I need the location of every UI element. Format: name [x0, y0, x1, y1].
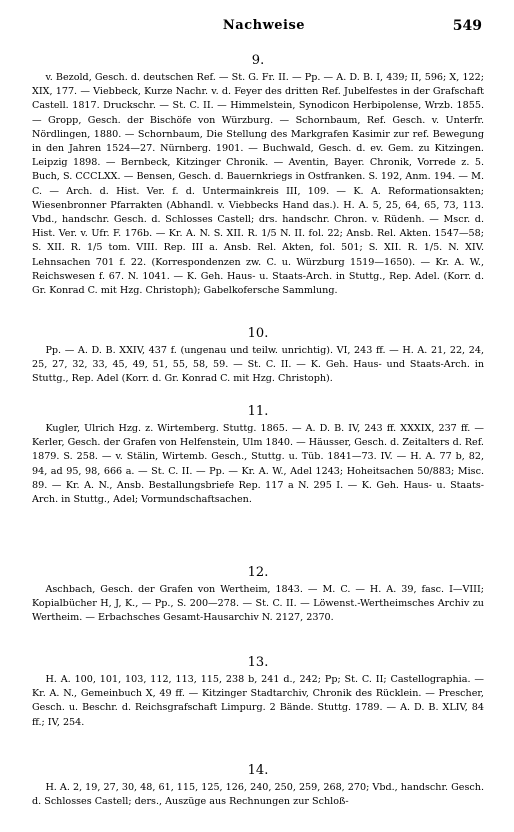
section-9 [32, 54, 484, 298]
section-number: 12. [247, 565, 269, 580]
section-text: H. A. 2, 19, 27, 30, 48, 61, 115, 125, 126, 240, 250, 259, 268, 270; Vbd., handschr. Gesch. d. Schlosses Castell; ders., Auszüge aus Rechnungen zur Schloß- [32, 782, 484, 808]
header-title: Nachweise [222, 18, 306, 33]
section-text: H. A. 100, 101, 103, 112, 113, 115, 238 b, 241 d., 242; Pp; St. C. II; Castellographia. — Kr. A. N., Gemeinbuch X, 49 ff. — Kitzinger Stadtarchiv, Chronik des Rücklein. — Prescher, Gesch. u. Beschr. d. Reichsgrafschaft Limpurg. 2 Bände. Stuttg. 1789. — A. D. B. XLIV, 84 ff.; IV, 254. [32, 674, 484, 728]
section-number: 10. [247, 326, 269, 341]
section-13 [32, 656, 484, 730]
section-number: 9. [251, 53, 265, 68]
section-11 [32, 405, 484, 507]
section-text: v. Bezold, Gesch. d. deutschen Ref. — St. G. Fr. II. — Pp. — A. D. B. I, 439; II, 596; X, 122; XIX, 177. — Viebbeck, Kurze Nachr. v. d. Feyer des dritten Ref. Jubelfestes in der Grafschaft Castell. 1817. Druckschr. — St. C. II. — Himmelstein, Synodicon Herbipolense, Wrzb. 1855. — Gropp, Gesch. der Bischöfe von Würzburg. — Schornbaum, Ref. Gesch. v. Unterfr. Nördlingen, 1880. — Schornbaum, Die Stellung des Markgrafen Kasimir zur ref. Bewegung in den Jahren 1524—27. Nürnberg. 1901. — Buchwald, Gesch. d. ev. Gem. zu Kitzingen. Leipzig 1898. — Bernbeck, Kitzinger Chronik. — Aventin, Bayer. Chronik, Vorrede z. 5. Buch, S. CCCLXX. — Bensen, Gesch. d. Bauernkriegs in Ostfranken. S. 192, Anm. 194. — M. C. — Arch. d. Hist. Ver. f. d. Untermainkreis III, 109. — K. A. Reformationsakten; Wiesenbronner Pfarrakten (Abhandl. v. Viebbecks Hand das.). H. A. 5, 25, 64, 65, 73, 113. Vbd., handschr. Gesch. d. Schlosses Castell; drs. handschr. Chron. v. Rüdenh. — Mscr. d. Hist. Ver. v. Ufr. F. 176b. — Kr. A. N. S. XII. R. 1/5 N. II. fol. 22; Ansb. Rel. Akten. 1547—58; S. XII. R. 1/5 tom. VIII. Rep. III a. Ansb. Rel. Akten, fol. 501; S. XII. R. 1/5. N. XIV. Lehnsachen 701 f. 22. (Korrespondenzen zw. C. u. Würzburg 1519—1650). — Kr. A. W., Reichswesen f. 67. N. 1041. — K. Geh. Haus- u. Staats-Arch. in Stuttg., Rep. Adel. (Korr. d. Gr. Konrad C. mit Hzg. Christoph); Gabelkofersche Sammlung. [32, 72, 484, 297]
section-10 [32, 327, 484, 387]
running-header [46, 18, 482, 36]
section-number: 13. [247, 655, 269, 670]
section-text: Kugler, Ulrich Hzg. z. Wirtemberg. Stuttg. 1865. — A. D. B. IV, 243 ff. XXXIX, 237 ff. — Kerler, Gesch. der Grafen von Helfenstein, Ulm 1840. — Häusser, Gesch. d. Zeitalters d. Ref. 1879. S. 258. — v. Stälin, Wirtemb. Gesch., Stuttg. u. Tüb. 1841—73. IV. — H. A. 77 b, 82, 94, ad 95, 98, 666 a. — St. C. II. — Pp. — Kr. A. W., Adel 1243; Hoheitsachen 50/883; Misc. 89. — Kr. A. N., Ansb. Bestallungsbriefe Rep. 117 a N. 295 I. — K. Geh. Haus- u. Staats-Arch. in Stuttg., Adel; Vormundschaftsachen. [32, 423, 484, 506]
section-12 [32, 566, 484, 626]
section-14 [32, 764, 484, 809]
section-number: 11. [247, 404, 269, 419]
section-number: 14. [247, 763, 269, 778]
page-number: 549 [452, 18, 482, 34]
section-text: Aschbach, Gesch. der Grafen von Wertheim, 1843. — M. C. — H. A. 39, fasc. I—VIII; Kopialbücher H, J, K., — Pp., S. 200—278. — St. C. II. — Löwenst.-Wertheimsches Archiv zu Wertheim. — Erbachsches Gesamt-Hausarchiv N. 2127, 2370. [32, 584, 484, 624]
section-text: Pp. — A. D. B. XXIV, 437 f. (ungenau und teilw. unrichtig). VI, 243 ff. — H. A. 21, 22, 24, 25, 27, 32, 33, 45, 49, 51, 55, 58, 59. — St. C. II. — K. Geh. Haus- und Staats-Arch. in Stuttg., Rep. Adel (Korr. d. Gr. Konrad C. mit Hzg. Christoph). [32, 345, 484, 385]
